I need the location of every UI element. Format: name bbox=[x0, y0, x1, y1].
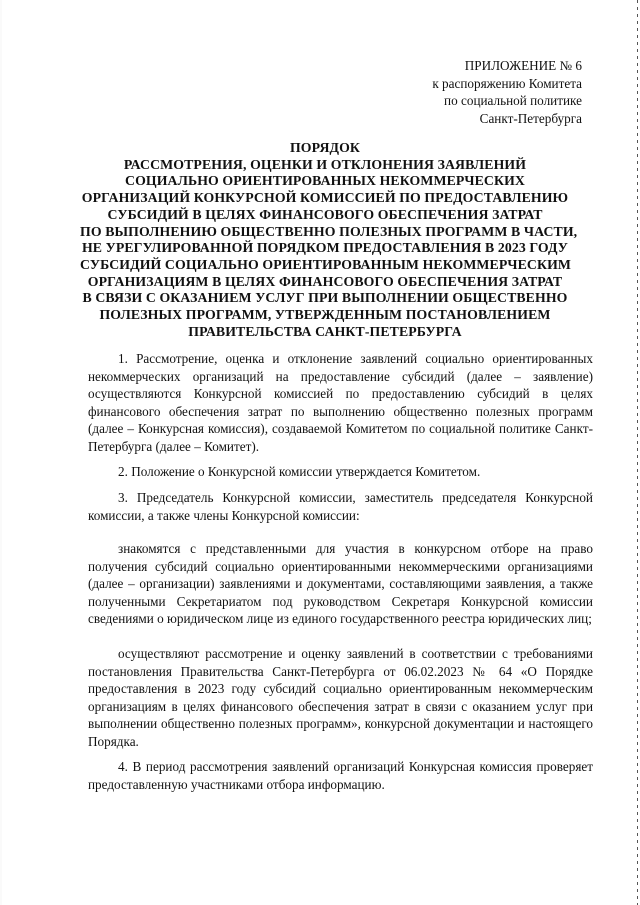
title-line: ПО ВЫПОЛНЕНИЮ ОБЩЕСТВЕННО ПОЛЕЗНЫХ ПРОГРАММ В ЧАСТИ, bbox=[80, 223, 578, 239]
title-line: ПОРЯДОК bbox=[289, 140, 361, 155]
title-line: СУБСИДИЙ В ЦЕЛЯХ ФИНАНСОВОГО ОБЕСПЕЧЕНИЯ ЗАТРАТ bbox=[107, 206, 543, 222]
appendix-number: ПРИЛОЖЕНИЕ № 6 bbox=[464, 58, 582, 73]
paragraph-3a-block bbox=[88, 540, 593, 628]
document-title bbox=[80, 140, 578, 340]
title-line: ОРГАНИЗАЦИЙ КОНКУРСНОЙ КОМИССИЕЙ ПО ПРЕДОСТАВЛЕНИЮ bbox=[81, 190, 569, 206]
paragraph-3a: знакомятся с представленными для участия в конкурсном отборе на право получения субсидий социально ориентированными некоммерческими организациями (далее – организации) заявлениями и документами, составляющими заявления, а также полученными Секретариатом под руководством Секретаря Конкурсной комиссии сведениями о юридическом лице из единого государственного реестра юридических лиц; bbox=[88, 541, 593, 627]
paragraph-3b: осуществляют рассмотрение и оценку заявлений в соответствии с требованиями постановления Правительства Санкт-Петербурга от 06.02.2023 № 64 «О Порядке предоставления в 2023 году субсидий социально ориентированным некоммерческим организациям в целях финансового обеспечения затрат в связи с оказанием услуг при выполнении общественно полезных программ», конкурсной документации и настоящего Порядка. bbox=[88, 646, 593, 749]
paragraph-3-block bbox=[88, 489, 593, 524]
appendix-header bbox=[432, 57, 582, 127]
scan-right-edge bbox=[637, 0, 638, 905]
paragraph-1: 1. Рассмотрение, оценка и отклонение заявлений социально ориентированных некоммерческих организаций на предоставление субсидий (далее – заявление) осуществляются Конкурсной комиссией по предоставлению субсидий в целях финансового обеспечения затрат по выполнению общественно полезных программ (далее – Конкурсная комиссия), создаваемой Комитетом по социальной политике Санкт-Петербурга (далее – Комитет). bbox=[88, 351, 593, 454]
appendix-line-1: к распоряжению Комитета bbox=[432, 75, 582, 91]
title-line: РАССМОТРЕНИЯ, ОЦЕНКИ И ОТКЛОНЕНИЯ ЗАЯВЛЕНИЙ bbox=[123, 156, 527, 172]
title-line: СОЦИАЛЬНО ОРИЕНТИРОВАННЫХ НЕКОММЕРЧЕСКИХ bbox=[125, 173, 525, 189]
title-line: ПОЛЕЗНЫХ ПРОГРАММ, УТВЕРЖДЕННЫМ ПОСТАНОВЛЕНИЕМ bbox=[99, 307, 551, 323]
appendix-line-3: Санкт-Петербурга bbox=[479, 110, 582, 126]
title-line: ОРГАНИЗАЦИЯМ В ЦЕЛЯХ ФИНАНСОВОГО ОБЕСПЕЧЕНИЯ ЗАТРАТ bbox=[87, 273, 563, 289]
title-line: В СВЯЗИ С ОКАЗАНИЕМ УСЛУГ ПРИ ВЫПОЛНЕНИИ ОБЩЕСТВЕННО bbox=[82, 290, 568, 306]
scan-left-edge bbox=[0, 0, 2, 905]
paragraph-2-block bbox=[88, 463, 593, 481]
paragraph-3b-block bbox=[88, 645, 593, 751]
paragraph-3: 3. Председатель Конкурсной комиссии, заместитель председателя Конкурсной комиссии, а также члены Конкурсной комиссии: bbox=[88, 490, 593, 523]
title-line: ПРАВИТЕЛЬСТВА САНКТ-ПЕТЕРБУРГА bbox=[188, 323, 462, 339]
paragraph-4-block bbox=[88, 758, 593, 793]
paragraph-1-block bbox=[88, 350, 593, 456]
title-line: НЕ УРЕГУЛИРОВАННОЙ ПОРЯДКОМ ПРЕДОСТАВЛЕНИЯ В 2023 ГОДУ bbox=[81, 240, 569, 256]
paragraph-4: 4. В период рассмотрения заявлений организаций Конкурсная комиссия проверяет предоставленную участниками отбора информацию. bbox=[88, 759, 593, 792]
title-line: СУБСИДИЙ СОЦИАЛЬНО ОРИЕНТИРОВАННЫМ НЕКОММЕРЧЕСКИМ bbox=[80, 256, 572, 272]
paragraph-2: 2. Положение о Конкурсной комиссии утверждается Комитетом. bbox=[118, 464, 481, 479]
appendix-line-2: по социальной политике bbox=[444, 93, 582, 108]
